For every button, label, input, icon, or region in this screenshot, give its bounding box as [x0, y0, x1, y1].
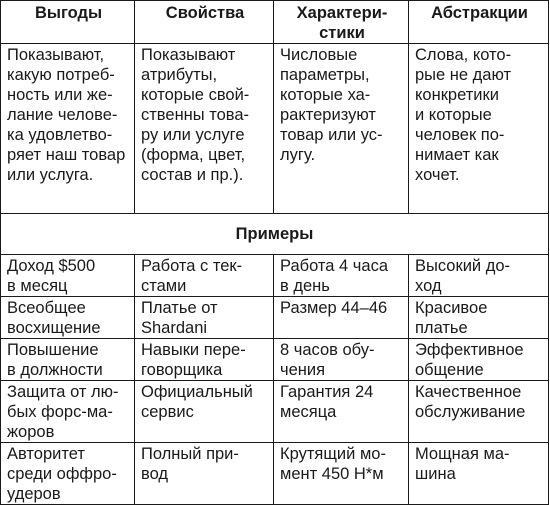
cell-abstraction: Мощная ма- шина — [409, 443, 549, 505]
table-row — [1, 339, 549, 381]
cell-abstraction: Высокий до- ход — [409, 255, 549, 297]
header-abstractions: Абстракции — [409, 1, 549, 44]
header-benefits: Выгоды — [1, 1, 135, 44]
cell-benefit: Повышение в должности — [1, 339, 135, 381]
cell-property: Работа с тек- стами — [135, 255, 274, 297]
definition-benefits: Показывают, какую потреб- ность или же- лание челове- ка удовлетво- ряет наш товар или услуга. — [1, 44, 135, 214]
cell-property: Полный при- вод — [135, 443, 274, 505]
cell-abstraction: Красивое платье — [409, 297, 549, 339]
header-row — [1, 1, 549, 44]
cell-property: Платье от Shardani — [135, 297, 274, 339]
table-row — [1, 255, 549, 297]
cell-characteristic: Размер 44–46 — [274, 297, 409, 339]
header-characteristics: Характери- стики — [274, 1, 409, 44]
definition-abstractions: Слова, кото- рые не дают конкретики и которые человек по- нимает как хочет. — [409, 44, 549, 214]
cell-property: Навыки пере- говорщика — [135, 339, 274, 381]
definition-characteristics: Числовые параметры, которые ха- рактеризуют товар или ус- лугу. — [274, 44, 409, 214]
cell-benefit: Доход $500 в месяц — [1, 255, 135, 297]
cell-benefit: Защита от лю- бых форс-ма- жоров — [1, 381, 135, 443]
cell-property: Официальный сервис — [135, 381, 274, 443]
table-row — [1, 443, 549, 505]
cell-benefit: Авторитет среди оффро- удеров — [1, 443, 135, 505]
cell-characteristic: Крутящий мо- мент 450 Н*м — [274, 443, 409, 505]
cell-benefit: Всеобщее восхищение — [1, 297, 135, 339]
section-row — [1, 214, 549, 255]
table-row — [1, 297, 549, 339]
definition-properties: Показывают атрибуты, которые свой- ственны това- ру или услуге (форма, цвет, состав и пр.). — [135, 44, 274, 214]
section-title: Примеры — [1, 214, 549, 255]
cell-characteristic: Гарантия 24 месяца — [274, 381, 409, 443]
cell-characteristic: Работа 4 часа в день — [274, 255, 409, 297]
table-row — [1, 381, 549, 443]
definition-row — [1, 44, 549, 214]
cell-abstraction: Эффективное общение — [409, 339, 549, 381]
cell-characteristic: 8 часов обу- чения — [274, 339, 409, 381]
header-properties: Свойства — [135, 1, 274, 44]
cell-abstraction: Качественное обслуживание — [409, 381, 549, 443]
